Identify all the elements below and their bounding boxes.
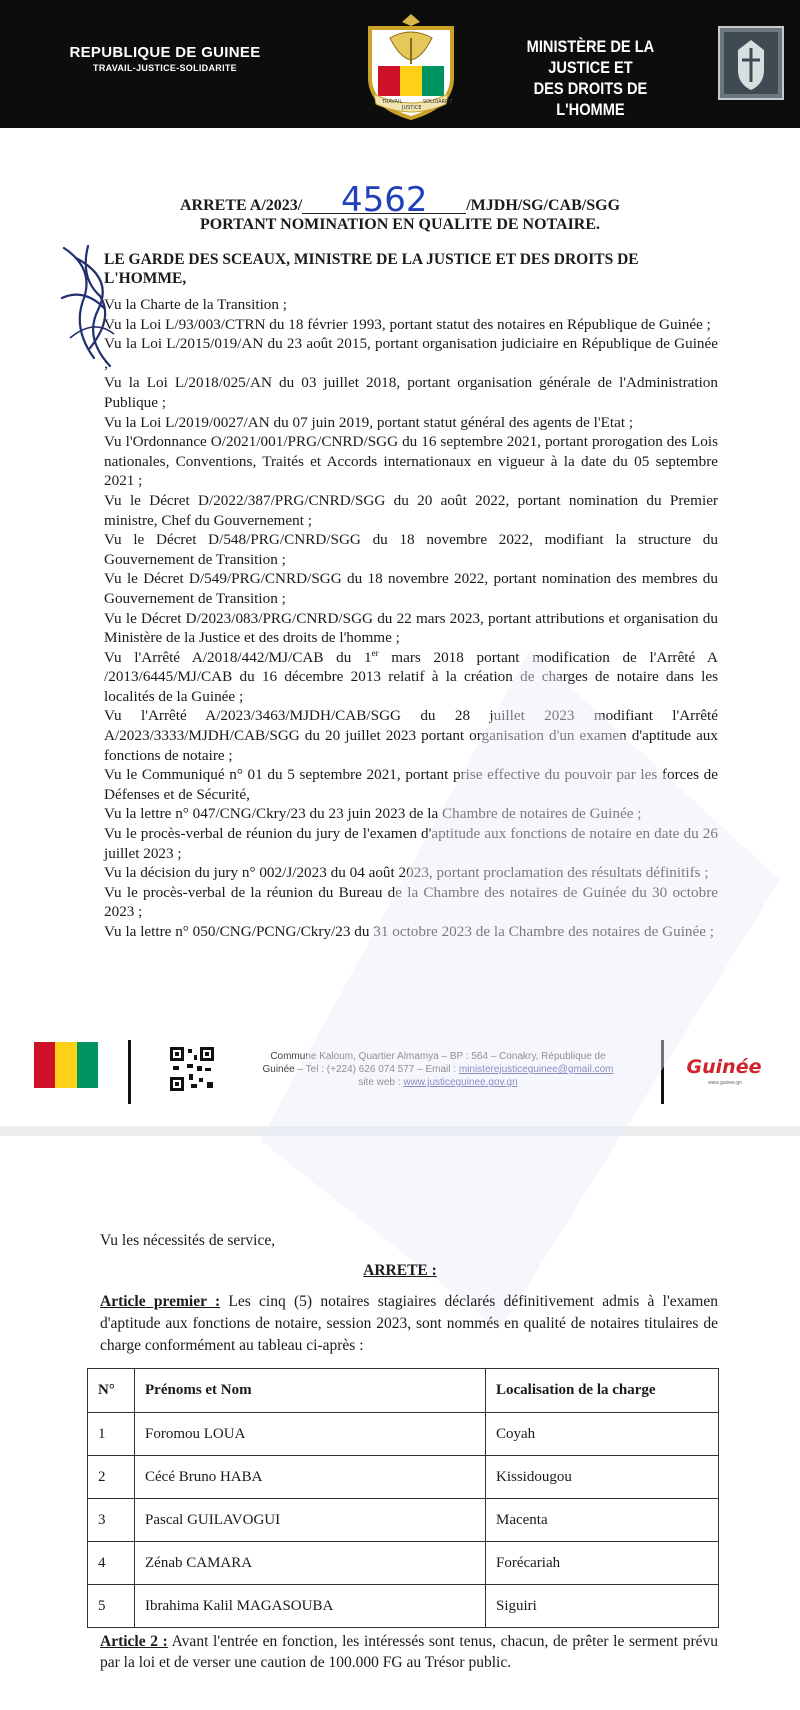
arrete-prefix: ARRETE A/2023/ — [179, 197, 303, 214]
arrete-reference — [0, 180, 800, 220]
article-2 — [100, 1631, 718, 1673]
notaires-table — [87, 1368, 719, 1628]
flag-green-stripe — [77, 1042, 98, 1088]
cell-location: Macenta — [486, 1499, 719, 1542]
visa-item: Vu la Loi L/2019/0027/AN du 07 juin 2019, portant statut général des agents de l'Etat ; — [104, 413, 634, 431]
visa-item: Vu la Loi L/2015/019/AN du 23 août 2015, portant organisation judiciaire en République de Guinée ; — [104, 335, 718, 372]
visa-item: Vu l'Arrêté A/2023/3463/MJDH/CAB/SGG du 28 juillet 2023 modifiant l'Arrêté A/2023/3333/MJDH/CAB/SGG du 20 juillet 2023 portant organisation d'un examen d'aptitude aux fonctions de notaire ; — [104, 707, 718, 764]
article-premier-text: Les cinq (5) notaires stagiaires déclarés définitivement admis à l'examen d'aptitude aux fonctions de notaire, session 2023, sont nommés en qualité de notaires titulaires de charge conformément au tableau ci-après : — [100, 1293, 718, 1354]
article-premier-label: Article premier : — [100, 1293, 221, 1310]
guinea-flag — [34, 1042, 98, 1088]
address-line-1: Commune Kaloum, Quartier Almamya – BP : 564 – Conakry, République de — [270, 1051, 606, 1062]
ministry-line-1: MINISTÈRE DE LA JUSTICE ET — [526, 37, 655, 77]
cell-location: Kissidougou — [486, 1456, 719, 1499]
visa-item: Vu le procès-verbal de réunion du jury de l'examen d'aptitude aux fonctions de notaire en date du 26 juillet 2023 ; — [104, 825, 718, 862]
cell-number: 4 — [88, 1542, 135, 1585]
cell-number: 2 — [88, 1456, 135, 1499]
visa-item: Vu la lettre n° 050/CNG/PCNG/Ckry/23 du 31 octobre 2023 de la Chambre des notaires de Guinée ; — [104, 923, 715, 940]
table-row — [88, 1413, 719, 1456]
ministry-line-2: DES DROITS DE L'HOMME — [533, 79, 648, 119]
table-row — [88, 1456, 719, 1499]
cell-location: Coyah — [486, 1413, 719, 1456]
ministry-address — [226, 1050, 650, 1089]
arrete-number: 4562 — [302, 187, 466, 214]
flag-red-stripe — [34, 1042, 55, 1088]
national-motto: TRAVAIL-JUSTICE-SOLIDARITE — [93, 63, 237, 73]
web-label: site web : — [358, 1077, 404, 1088]
visa-item: Vu la lettre n° 047/CNG/Ckry/23 du 23 juin 2023 de la Chambre de notaires de Guinée ; — [104, 805, 642, 823]
footer-divider — [128, 1040, 131, 1104]
cell-name: Ibrahima Kalil MAGASOUBA — [135, 1585, 486, 1628]
cell-name: Foromou LOUA — [135, 1413, 486, 1456]
column-header-name: Prénoms et Nom — [135, 1369, 486, 1413]
footer-divider — [661, 1040, 664, 1104]
visa-item: Vu l'Ordonnance O/2021/001/PRG/CNRD/SGG du 16 septembre 2021, portant prorogation des Lois nationales, Conventions, Traités et Accords internationaux en vigueur à la date du 05 septembre 2021 ; — [104, 433, 718, 490]
visa-superscript: er — [371, 647, 379, 658]
guinee-brand-site: www.guinee.gn — [708, 1080, 742, 1086]
address-line-2 — [226, 1063, 650, 1076]
page-separator — [0, 1126, 800, 1136]
emblem-ribbon-right: SOLIDARITE — [423, 99, 453, 105]
table-header-row — [88, 1369, 719, 1413]
visa-item: Vu la Loi L/93/003/CTRN du 18 février 1993, portant statut des notaires en République de Guinée ; — [104, 315, 711, 333]
visa-item: Vu le Décret D/549/PRG/CNRD/SGG du 18 novembre 2022, portant nomination des membres du Gouvernement de Transition ; — [104, 570, 718, 607]
emblem-ribbon-center: JUSTICE — [402, 105, 422, 111]
visa-item: Vu le Décret D/2023/083/PRG/CNRD/SGG du 22 mars 2023, portant attributions et organisation du Ministère de la Justice et des droits de l'homme ; — [104, 609, 718, 647]
visa-text: mars 2018 portant modification de l'Arrêté A /2013/6445/MJ/CAB du 16 décembre 2013 relatif à la création de charges de notaire dans les localités de la Guinée ; — [104, 648, 718, 705]
visa-item: Vu la Charte de la Transition ; — [104, 296, 288, 313]
header-band — [0, 0, 800, 128]
article-2-text: Avant l'entrée en fonction, les intéressés sont tenus, chacun, de prêter le serment prévu par la loi et de verser une caution de 100.000 FG au Trésor public. — [100, 1633, 718, 1671]
minister-heading: LE GARDE DES SCEAUX, MINISTRE DE LA JUSTICE ET DES DROITS DE L'HOMME, — [104, 251, 639, 287]
cell-name: Zénab CAMARA — [135, 1542, 486, 1585]
visas-list — [104, 295, 718, 942]
emblem-ribbon-left: TRAVAIL — [382, 99, 403, 105]
ministry-block — [498, 36, 683, 120]
article-2-label: Article 2 : — [100, 1633, 168, 1650]
table-row — [88, 1499, 719, 1542]
cell-location: Forécariah — [486, 1542, 719, 1585]
country-name: REPUBLIQUE DE GUINEE — [69, 44, 261, 61]
column-header-number: N° — [88, 1369, 135, 1413]
arrete-suffix: /MJDH/SG/CAB/SGG — [466, 197, 621, 214]
cell-name: Pascal GUILAVOGUI — [135, 1499, 486, 1542]
necessites-line: Vu les nécessités de service, — [100, 1232, 276, 1249]
national-emblem-icon — [360, 8, 462, 120]
qr-code-icon — [169, 1046, 215, 1092]
address-line-3 — [226, 1076, 650, 1089]
visa-text: Vu l'Arrêté A/2018/442/MJ/CAB du 1 — [104, 648, 372, 666]
table-row — [88, 1542, 719, 1585]
visa-item: Vu le procès-verbal de la réunion du Bureau de la Chambre des notaires de Guinée du 30 octobre 2023 ; — [104, 883, 718, 921]
article-premier — [100, 1291, 718, 1357]
email-link[interactable]: ministerejusticeguinee@gmail.com — [458, 1064, 614, 1075]
visa-item: Vu le Communiqué n° 01 du 5 septembre 2021, portant prise effective du pouvoir par les forces de Défenses et de Sécurité, — [104, 766, 718, 803]
table-row — [88, 1585, 719, 1628]
republic-block — [50, 44, 280, 73]
arrete-heading: ARRETE : — [363, 1262, 437, 1279]
ministry-seal-icon — [718, 26, 784, 100]
column-header-location: Localisation de la charge — [486, 1369, 719, 1413]
website-link[interactable]: www.justiceguinee.gov.gn — [403, 1077, 518, 1088]
cell-location: Siguiri — [486, 1585, 719, 1628]
flag-yellow-stripe — [55, 1042, 76, 1088]
arrete-subtitle: PORTANT NOMINATION EN QUALITE DE NOTAIRE. — [199, 216, 601, 233]
cell-number: 1 — [88, 1413, 135, 1456]
guinee-brand-logo: Guinée — [686, 1056, 762, 1078]
visa-item — [104, 648, 718, 707]
visa-item: Vu le Décret D/2022/387/PRG/CNRD/SGG du 20 août 2022, portant nomination du Premier ministre, Chef du Gouvernement ; — [104, 491, 718, 529]
cell-name: Cécé Bruno HABA — [135, 1456, 486, 1499]
cell-number: 3 — [88, 1499, 135, 1542]
address-phone: Guinée – Tel : (+224) 626 074 577 – Email : — [262, 1064, 459, 1075]
cell-number: 5 — [88, 1585, 135, 1628]
visa-item: Vu la décision du jury n° 002/J/2023 du 04 août 2023, portant proclamation des résultats définitifs ; — [104, 864, 709, 882]
visa-item: Vu la Loi L/2018/025/AN du 03 juillet 2018, portant organisation générale de l'Administration Publique ; — [104, 374, 718, 411]
visa-item: Vu le Décret D/548/PRG/CNRD/SGG du 18 novembre 2022, modifiant la structure du Gouvernement de Transition ; — [104, 531, 718, 568]
